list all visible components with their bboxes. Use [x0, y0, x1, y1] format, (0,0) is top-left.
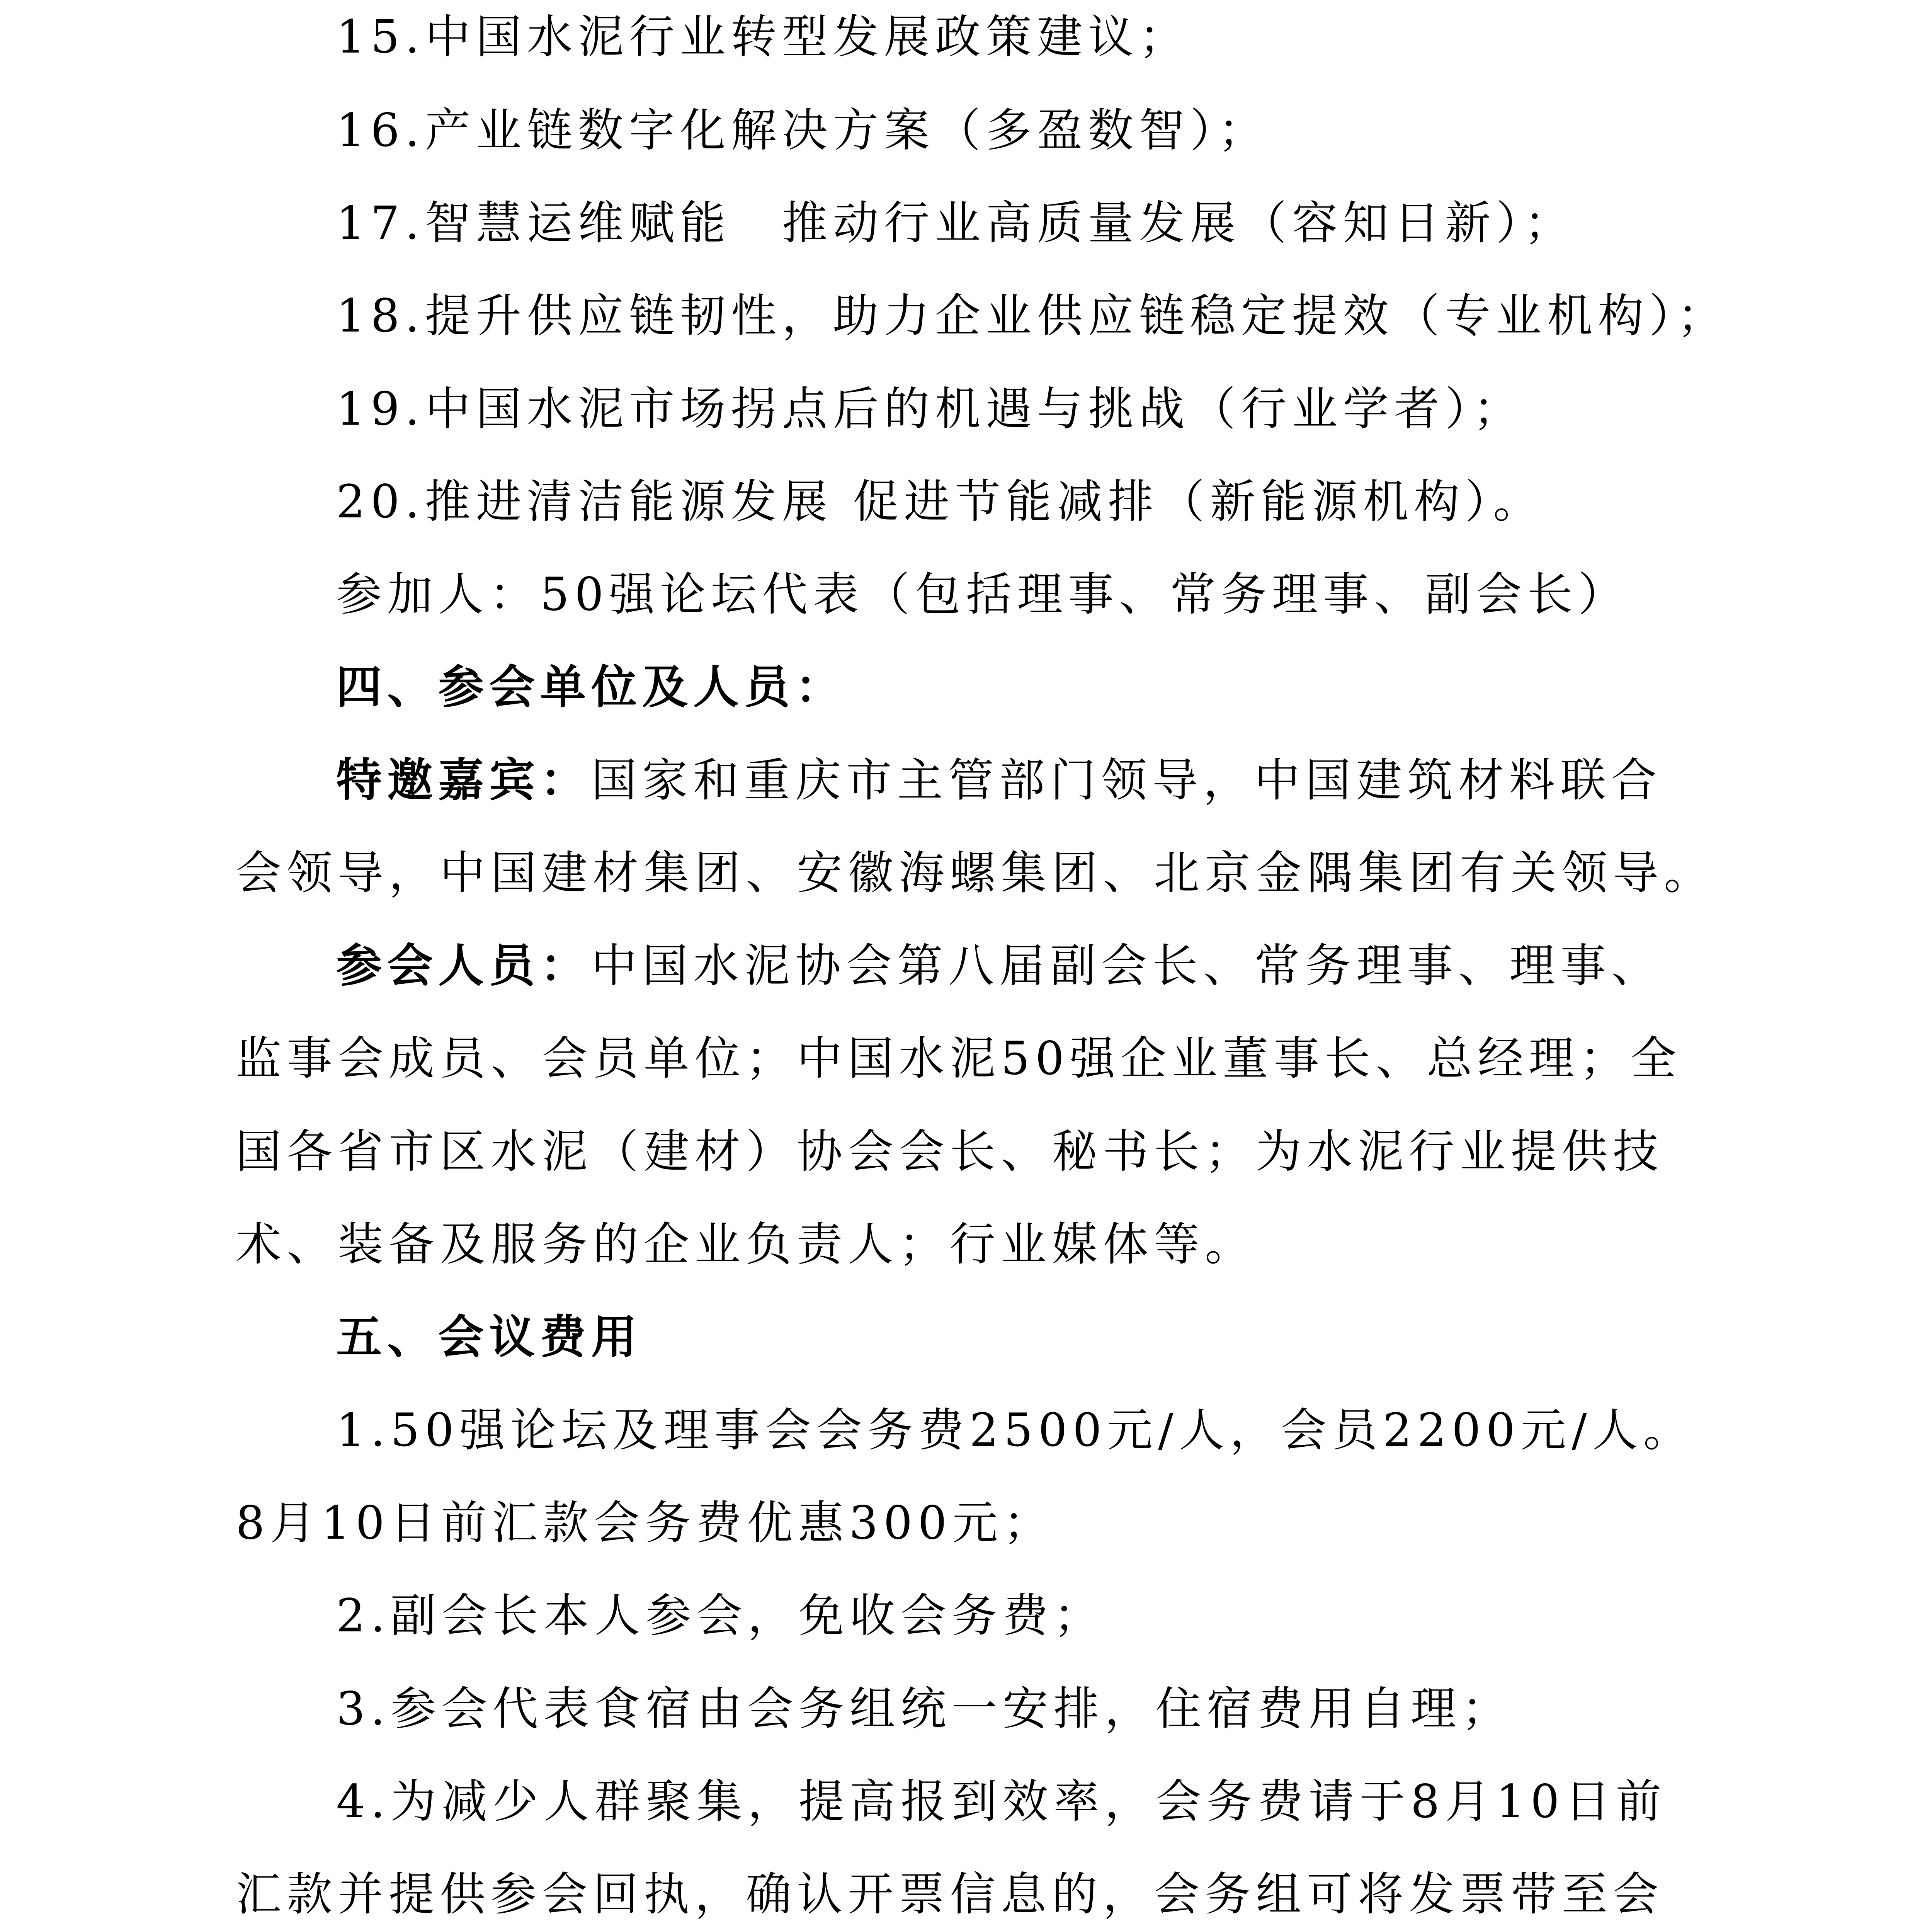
guests-label: 特邀嘉宾： — [336, 753, 592, 807]
attendees-label: 参会人员： — [336, 939, 592, 992]
section-5-heading: 五、会议费用 — [336, 1310, 643, 1364]
agenda-item-18: 18.提升供应链韧性，助力企业供应链稳定提效（专业机构）； — [336, 289, 1728, 342]
attendees-paragraph-line-1 — [336, 937, 1665, 995]
guests-paragraph-line-2: 会领导，中国建材集团、安徽海螺集团、北京金隅集团有关领导。 — [236, 846, 1715, 900]
fee-item-1-line-1: 1.50强论坛及理事会会务费2500元/人，会员2200元/人。 — [336, 1403, 1694, 1457]
agenda-item-15: 15.中国水泥行业转型发展政策建议； — [336, 10, 1190, 63]
guests-text-1: 国家和重庆市主管部门领导，中国建筑材料联合 — [591, 753, 1663, 807]
section-4-heading: 四、参会单位及人员： — [336, 660, 847, 714]
fee-item-4-line-2: 汇款并提供参会回执，确认开票信息的，会务组可将发票带至会 — [236, 1867, 1664, 1921]
attendees-paragraph-line-2: 监事会成员、会员单位；中国水泥50强企业董事长、总经理；全 — [236, 1032, 1682, 1085]
participants-note: 参加人：50强论坛代表（包括理事、常务理事、副会长） — [336, 568, 1629, 621]
attendees-text-1: 中国水泥协会第八届副会长、常务理事、理事、 — [591, 939, 1663, 992]
attendees-paragraph-line-4: 术、装备及服务的企业负责人；行业媒体等。 — [236, 1218, 1256, 1271]
attendees-paragraph-line-3: 国各省市区水泥（建材）协会会长、秘书长；为水泥行业提供技 — [236, 1125, 1664, 1178]
agenda-item-19: 19.中国水泥市场拐点后的机遇与挑战（行业学者）； — [336, 382, 1524, 435]
fee-item-4-line-1: 4.为减少人群聚集，提高报到效率，会务费请于8月10日前 — [336, 1775, 1667, 1828]
fee-item-2: 2.副会长本人参会，免收会务费； — [336, 1589, 1105, 1642]
guests-paragraph-line-1 — [336, 751, 1665, 809]
agenda-item-20: 20.推进清洁能源发展 促进节能减排（新能源机构）。 — [336, 475, 1544, 528]
fee-item-3: 3.参会代表食宿由会务组统一安排，住宿费用自理； — [336, 1682, 1513, 1735]
fee-item-1-line-2: 8月10日前汇款会务费优惠300元； — [236, 1496, 1054, 1549]
agenda-item-16: 16.产业链数字化解决方案（多盈数智）； — [336, 104, 1269, 157]
agenda-item-17: 17.智慧运维赋能 推动行业高质量发展（容知日新）； — [336, 196, 1575, 250]
